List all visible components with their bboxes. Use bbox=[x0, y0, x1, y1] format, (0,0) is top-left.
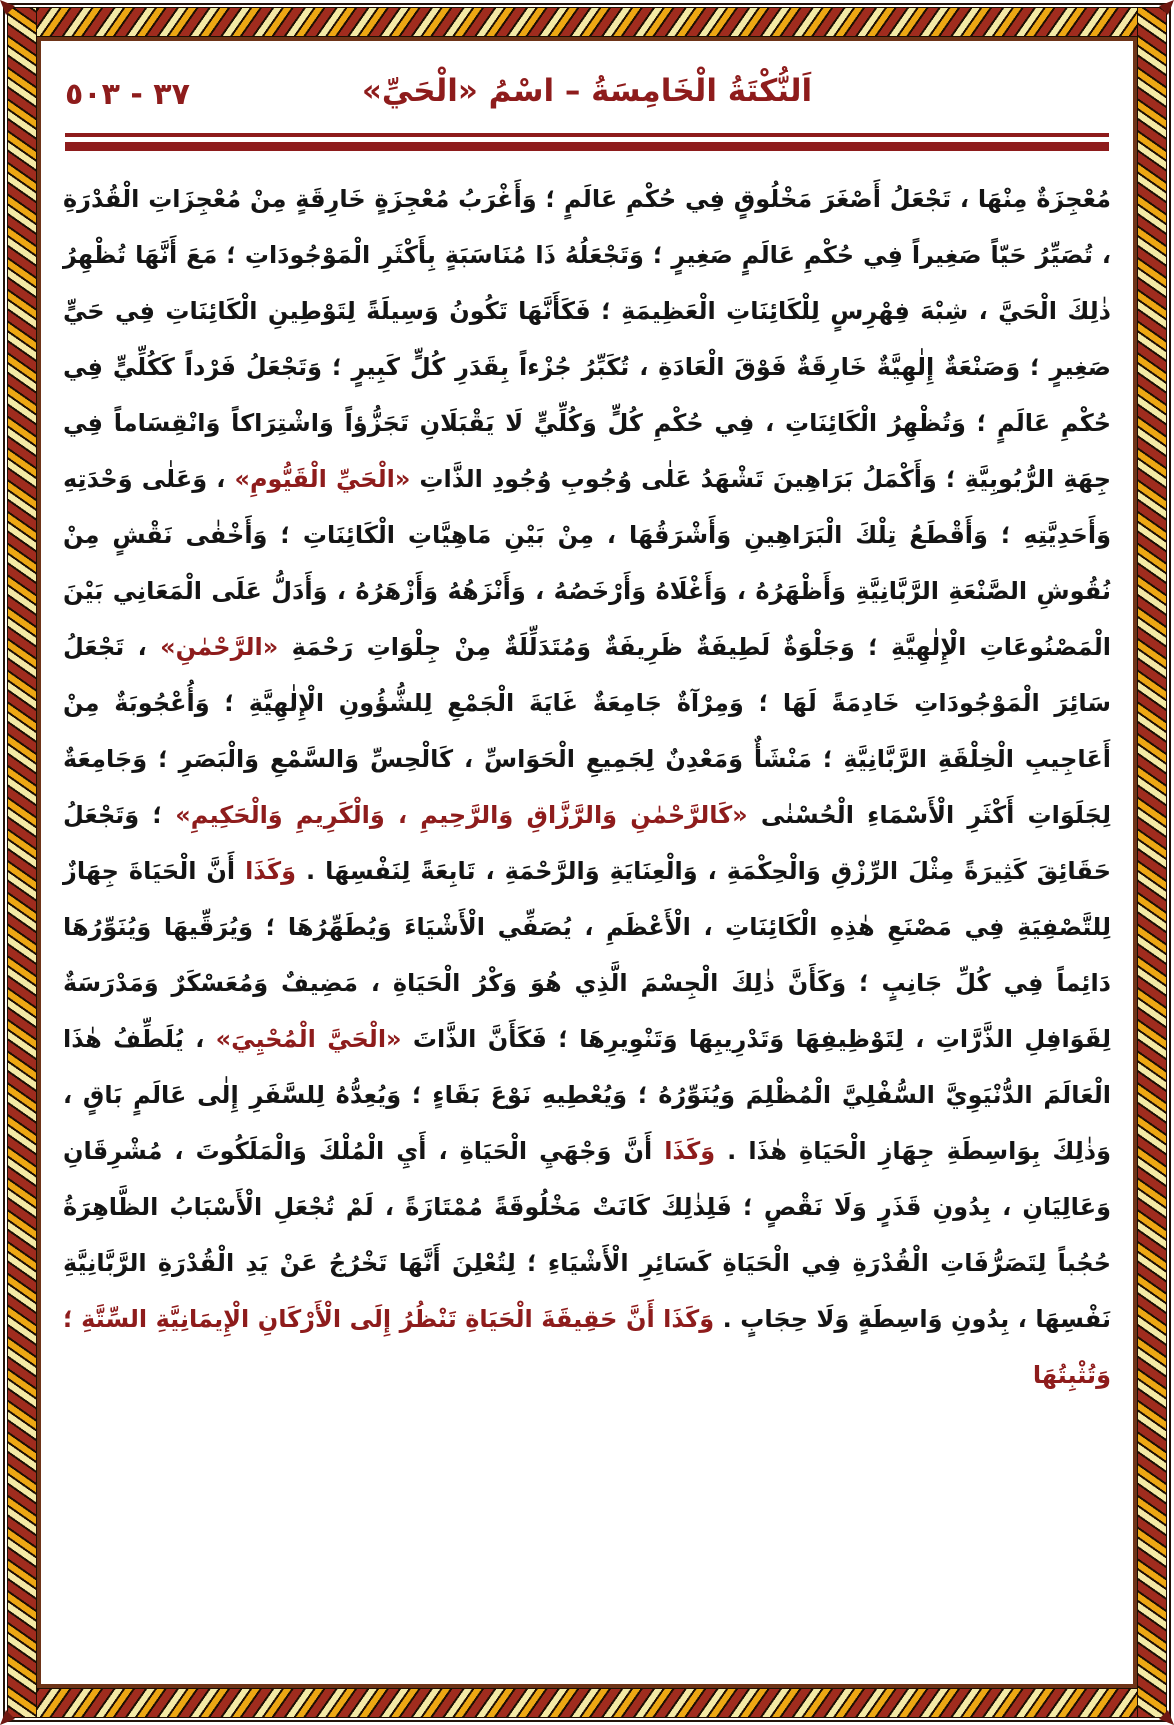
emphasized-red-text: «الرَّحْمٰنِ» bbox=[160, 633, 279, 661]
frame-border-bottom bbox=[7, 1688, 1167, 1718]
body-paragraph bbox=[63, 171, 1111, 1403]
frame-border-top bbox=[7, 7, 1167, 37]
body-text-run: ، يُلَطِّفُ هٰذَا الْعَالَمَ الدُّنْيَوِيَّ السُّفْلِيَّ الْمُظْلِمَ وَيُنَوِّرُهُ ؛ وَيُعْطِيهِ نَوْعَ بَقَاءٍ ؛ وَيُعِدُّهُ لِلسَّفَرِ إِلٰى عَالَمٍ بَاقٍ ، وَذٰلِكَ بِوَاسِطَةِ جِهَازِ الْحَيَاةِ هٰذَا . bbox=[63, 1025, 1111, 1165]
page-title: اَلنُّكْتَةُ الْخَامِسَةُ – اسْمُ «الْحَيِّ» bbox=[361, 73, 813, 109]
page-number-label: ٣٧ - ٥٠٣ bbox=[65, 77, 190, 112]
emphasized-red-text: «كَالرَّحْمٰنِ وَالرَّزَّاقِ وَالرَّحِيمِ ، وَالْكَرِيمِ وَالْحَكِيمِ» bbox=[175, 801, 748, 829]
frame-border-right bbox=[1137, 7, 1167, 1718]
page-header bbox=[63, 41, 1111, 133]
body-text-run: ؛ وَتَجْعَلُ حَقَائِقَ كَثِيرَةً مِثْلَ الرِّزْقِ وَالْحِكْمَةِ ، وَالْعِنَايَةِ وَالرَّحْمَةِ ، تَابِعَةً لِنَفْسِهَا . bbox=[63, 801, 1111, 885]
emphasized-red-text: وَكَذَا bbox=[245, 857, 297, 885]
body-text-run: ، وَعَلٰى وَحْدَتِهِ وَأَحَدِيَّتِهِ ؛ وَأَقْطَعُ تِلْكَ الْبَرَاهِينِ وَأَشْرَقُهَا ، مِنْ بَيْنِ مَاهِيَّاتِ الْكَائِنَاتِ ؛ وَأَخْفٰى نَقْشٍ مِنْ نُقُوشِ الصَّنْعَةِ الرَّبَّانِيَّةِ وَأَظْهَرُهُ ، وَأَغْلَاهُ وَأَرْخَصُهُ ، وَأَنْزَهُهُ وَأَزْهَرُهُ ، وَأَدَلُّ عَلَى الْمَعَانِي بَيْنَ الْمَصْنُوعَاتِ الْإِلٰهِيَّةِ ؛ وَجَلْوَةٌ لَطِيفَةٌ ظَرِيفَةٌ وَمُتَدَلِّلَةٌ مِنْ جِلْوَاتِ رَحْمَةِ bbox=[63, 465, 1111, 661]
emphasized-red-text: «الْحَيَّ الْمُحْيِيَ» bbox=[215, 1025, 402, 1053]
page-content bbox=[41, 41, 1133, 1684]
emphasized-red-text: «الْحَيِّ الْقَيُّومِ» bbox=[234, 465, 411, 493]
emphasized-red-text: وَكَذَا أَنَّ حَقِيقَةَ الْحَيَاةِ تَنْظُرُ إِلَى الْأَرْكَانِ الْإِيمَانِيَّةِ السِّتَّةِ ؛ وَتُثْبِتُهَا bbox=[63, 1305, 1111, 1389]
header-rule-thick bbox=[65, 142, 1109, 151]
body-text-run: أَنَّ الْحَيَاةَ جِهَازٌ لِلتَّصْفِيَةِ فِي مَصْنَعِ هٰذِهِ الْكَائِنَاتِ ، الْأَعْظَمِ ، يُصَفِّي الْأَشْيَاءَ وَيُطَهِّرُهَا ؛ وَيُرَقِّيهَا وَيُنَوِّرُهَا دَائِماً فِي كُلِّ جَانِبٍ ؛ وَكَأَنَّ ذٰلِكَ الْجِسْمَ الَّذِي هُوَ وَكْرُ الْحَيَاةِ ، مَضِيفٌ وَمُعَسْكَرٌ وَمَدْرَسَةٌ لِقَوَافِلِ الذَّرَّاتِ ، لِتَوْظِيفِهَا وَتَدْرِيبِهَا وَتَنْوِيرِهَا ؛ فَكَأَنَّ الذَّاتَ bbox=[63, 857, 1112, 1053]
body-text-run: أَنَّ وَجْهَيِ الْحَيَاةِ ، أَيِ الْمُلْكَ وَالْمَلَكُوتَ ، مُشْرِقَانِ وَعَالِيَانِ ، بِدُونِ قَذَرٍ وَلَا نَقْصٍ ؛ فَلِذٰلِكَ كَانَتْ مَخْلُوقَةً مُمْتَازَةً ، لَمْ تُجْعَلِ الْأَسْبَابُ الظَّاهِرَةُ حُجُباً لِتَصَرُّفَاتِ الْقُدْرَةِ فِي الْحَيَاةِ كَسَائِرِ الْأَشْيَاءِ ؛ لِتُعْلِنَ أَنَّهَا تَخْرُجُ عَنْ يَدِ الْقُدْرَةِ الرَّبَّانِيَّةِ نَفْسِهَا ، بِدُونِ وَاسِطَةٍ وَلَا حِجَابٍ . bbox=[63, 1137, 1111, 1333]
emphasized-red-text: وَكَذَا bbox=[664, 1137, 716, 1165]
frame-border-left bbox=[7, 7, 37, 1718]
body-text-run: ، تَجْعَلُ سَائِرَ الْمَوْجُودَاتِ خَادِمَةً لَهَا ؛ وَمِرْآةٌ جَامِعَةٌ غَايَةَ الْجَمْعِ لِلشُّؤُونِ الْإِلٰهِيَّةِ ؛ وَأُعْجُوبَةٌ مِنْ أَعَاجِيبِ الْخِلْقَةِ الرَّبَّانِيَّةِ ؛ مَنْشَأٌ وَمَعْدِنٌ لِجَمِيعِ الْحَوَاسِّ ، كَالْحِسِّ وَالسَّمْعِ وَالْبَصَرِ ؛ وَجَامِعَةٌ لِجَلَوَاتِ أَكْثَرِ الْأَسْمَاءِ الْحُسْنٰى bbox=[63, 633, 1111, 829]
body-text-run: مُعْجِزَةٌ مِنْهَا ، تَجْعَلُ أَصْغَرَ مَخْلُوقٍ فِي حُكْمِ عَالَمٍ ؛ وَأَغْرَبُ مُعْجِزَةٍ خَارِقَةٍ مِنْ مُعْجِزَاتِ الْقُدْرَةِ ، تُصَيِّرُ حَيّاً صَغِيراً فِي حُكْمِ عَالَمٍ صَغِيرٍ ؛ وَتَجْعَلُهُ ذَا مُنَاسَبَةٍ بِأَكْثَرِ الْمَوْجُودَاتِ ؛ مَعَ أَنَّهَا تُظْهِرُ ذٰلِكَ الْحَيَّ ، شِبْهَ فِهْرِسٍ لِلْكَائِنَاتِ الْعَظِيمَةِ ؛ فَكَأَنَّهَا تَكُونُ وَسِيلَةً لِتَوْطِينِ الْكَائِنَاتِ فِي حَيٍّ صَغِيرٍ ؛ وَصَنْعَةٌ إِلٰهِيَّةٌ خَارِقَةٌ فَوْقَ الْعَادَةِ ، تُكَبِّرُ جُزْءاً بِقَدَرِ كُلٍّ كَبِيرٍ ؛ وَتَجْعَلُ فَرْداً كَكُلِّيٍّ فِي حُكْمِ عَالَمٍ ؛ وَتُظْهِرُ الْكَائِنَاتِ ، فِي حُكْمِ كُلٍّ وَكُلِّيٍّ لَا يَقْبَلَانِ تَجَزُّؤاً وَاشْتِرَاكاً وَانْقِسَاماً فِي جِهَةِ الرُّبُوبِيَّةِ ؛ وَأَكْمَلُ بَرَاهِينَ تَشْهَدُ عَلٰى وُجُوبِ وُجُودِ الذَّاتِ bbox=[63, 185, 1112, 493]
